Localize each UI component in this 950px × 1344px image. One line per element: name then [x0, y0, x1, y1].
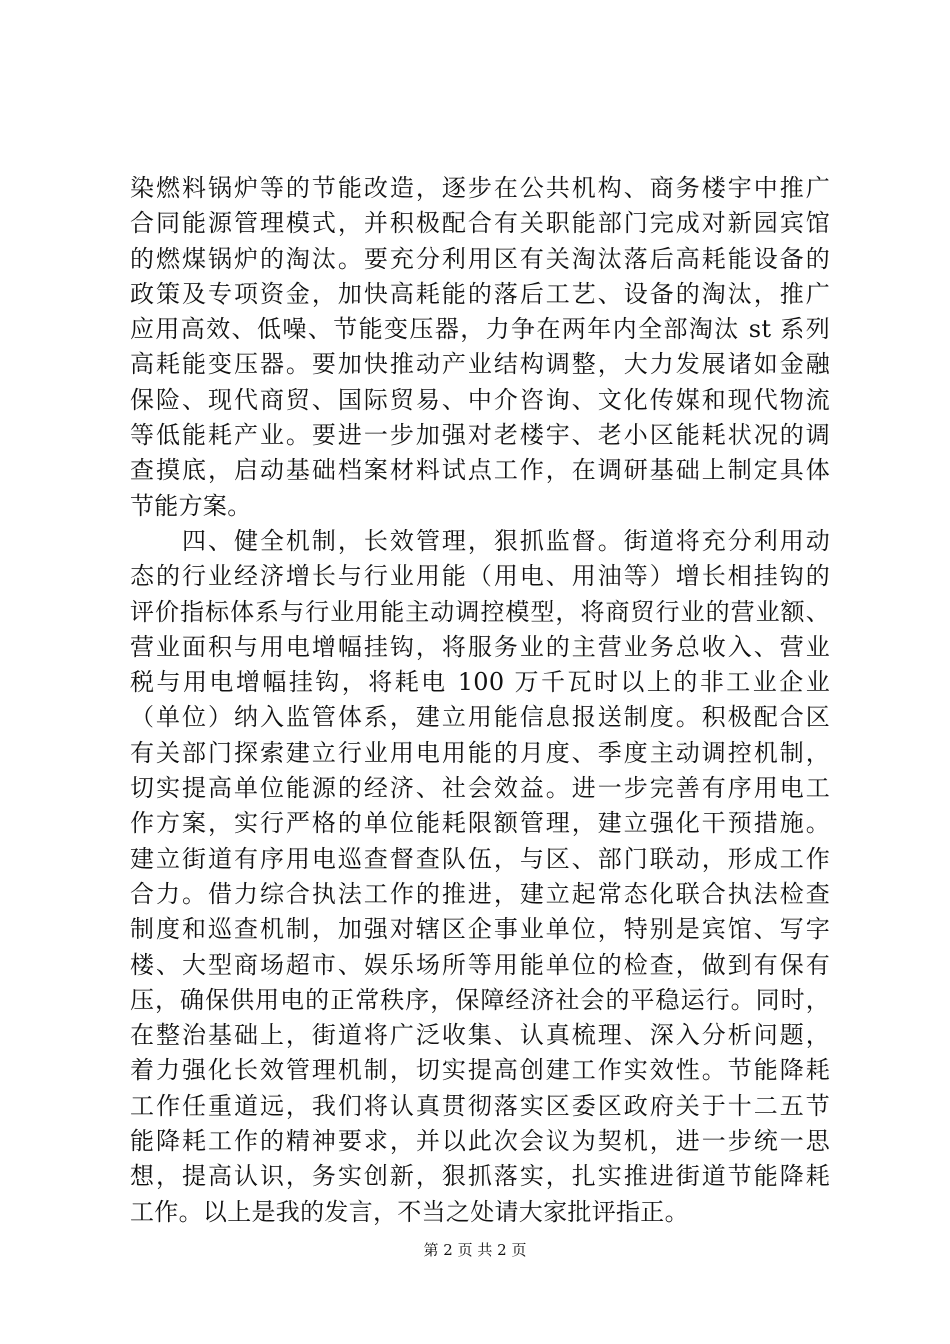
text-line: 压，确保供用电的正常秩序，保障经济社会的平稳运行。同时， [130, 985, 830, 1014]
text-line: 保险、现代商贸、国际贸易、中介咨询、文化传媒和现代物流 [130, 385, 830, 414]
text-line: 染燃料锅炉等的节能改造，逐步在公共机构、商务楼宇中推广 [130, 174, 830, 202]
text-line: 想，提高认识，务实创新，狠抓落实，扎实推进街道节能降耗 [130, 1162, 830, 1191]
text-line: 态的行业经济增长与行业用能（用电、用油等）增长相挂钩的 [130, 562, 830, 591]
text-line: 节能方案。 [130, 491, 252, 520]
text-line: 在整治基础上，街道将广泛收集、认真梳理、深入分析问题， [130, 1021, 830, 1050]
text-line: 制度和巡查机制，加强对辖区企事业单位，特别是宾馆、写字 [130, 915, 830, 944]
text-line: 能降耗工作的精神要求，并以此次会议为契机，进一步统一思 [130, 1127, 830, 1156]
text-line: 应用高效、低噪、节能变压器，力争在两年内全部淘汰 st 系列 [130, 315, 830, 344]
text-line: 的燃煤锅炉的淘汰。要充分利用区有关淘汰落后高耗能设备的 [130, 244, 830, 273]
text-line: 合同能源管理模式，并积极配合有关职能部门完成对新园宾馆 [130, 209, 830, 238]
text-line: 建立街道有序用电巡查督查队伍，与区、部门联动，形成工作 [130, 844, 830, 873]
text-line: 等低能耗产业。要进一步加强对老楼宇、老小区能耗状况的调 [130, 421, 830, 450]
text-line: 合力。借力综合执法工作的推进，建立起常态化联合执法检查 [130, 879, 830, 908]
text-line: 工作任重道远，我们将认真贯彻落实区委区政府关于十二五节 [130, 1091, 830, 1120]
text-line: 查摸底，启动基础档案材料试点工作，在调研基础上制定具体 [130, 456, 830, 485]
page-footer: 第 2 页 共 2 页 [423, 1241, 527, 1259]
text-line: 四、健全机制，长效管理，狠抓监督。街道将充分利用动 [130, 526, 830, 555]
text-line: 政策及专项资金，加快高耗能的落后工艺、设备的淘汰，推广 [130, 279, 830, 308]
text-line: 切实提高单位能源的经济、社会效益。进一步完善有序用电工 [130, 774, 830, 803]
text-line: 营业面积与用电增幅挂钩，将服务业的主营业务总收入、营业 [130, 632, 830, 661]
document-body [130, 171, 830, 1230]
text-line: 有关部门探索建立行业用电用能的月度、季度主动调控机制， [130, 738, 830, 767]
text-line: （单位）纳入监管体系，建立用能信息报送制度。积极配合区 [130, 703, 830, 732]
text-line: 评价指标体系与行业用能主动调控模型，将商贸行业的营业额、 [130, 597, 830, 626]
text-line: 着力强化长效管理机制，切实提高创建工作实效性。节能降耗 [130, 1056, 830, 1085]
text-line: 税与用电增幅挂钩，将耗电 100 万千瓦时以上的非工业企业 [130, 668, 830, 697]
text-line: 楼、大型商场超市、娱乐场所等用能单位的检查，做到有保有 [130, 950, 830, 979]
text-line: 作方案，实行严格的单位能耗限额管理，建立强化干预措施。 [130, 809, 830, 838]
text-line: 高耗能变压器。要加快推动产业结构调整，大力发展诸如金融 [130, 350, 830, 379]
text-line: 工作。以上是我的发言，不当之处请大家批评指正。 [130, 1197, 689, 1226]
